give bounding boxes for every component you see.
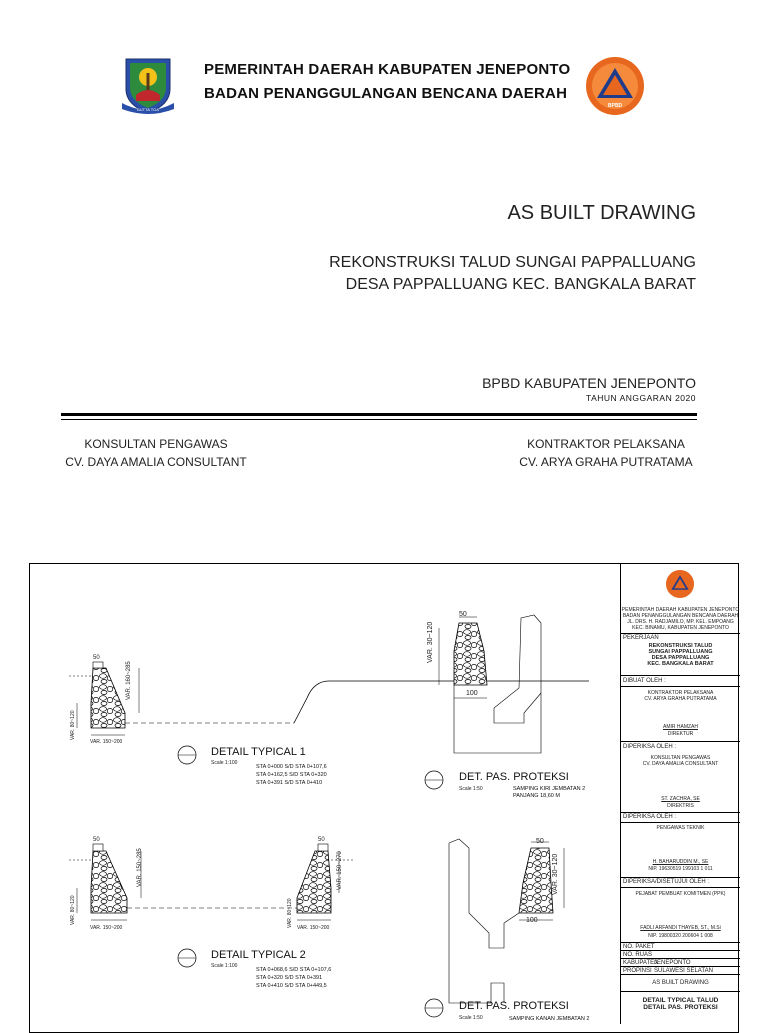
t1-dim-top: 50	[93, 655, 100, 661]
tb-pekerjaan-line: REKONSTRUKSI TALUD	[648, 643, 713, 649]
typical-1-section	[69, 662, 589, 735]
tb-row-key: KABUPATEN	[623, 960, 659, 966]
detail-1-scale: Scale 1:100	[211, 760, 238, 766]
detail-1-title: DETAIL TYPICAL 1	[211, 746, 306, 758]
detail-2-bubble	[178, 949, 196, 967]
t1-dim-base: VAR. 150~200	[90, 739, 123, 745]
tb-disetujui-label: DIPERIKSA/DISETUJUI OLEH :	[623, 879, 710, 885]
tb-diperiksa	[621, 755, 740, 767]
sta-item: STA 0+391 S/D STA 0+410	[256, 780, 323, 786]
tb-diperiksa2-label: DIPERIKSA OLEH :	[623, 814, 677, 820]
proteksi-1-scale: Scale 1:50	[459, 786, 483, 792]
tb-diperiksa-line: CV. DAYA AMALIA CONSULTANT	[642, 761, 719, 767]
tb-pekerjaan-label: PEKERJAAN	[623, 635, 659, 641]
document-title: AS BUILT DRAWING	[507, 202, 696, 224]
consultant-name: CV. DAYA AMALIA CONSULTANT	[65, 455, 247, 469]
p1-dim-top: 50	[459, 611, 467, 618]
tb-dibuat-title: DIREKTUR	[667, 731, 694, 737]
proteksi-1-note-1: SAMPING KIRI JEMBATAN 2	[513, 786, 586, 792]
tb-agency-line: KEC. BINAMU, KABUPATEN JENEPONTO	[632, 625, 729, 631]
bpbd-logo	[584, 55, 646, 117]
p1-dim-height: VAR. 30~120	[427, 621, 434, 663]
tb-diperiksa-label: DIPERIKSA OLEH :	[623, 744, 677, 750]
tb-disetujui-nip: NIP. 19800320 200604 1 008	[648, 933, 713, 939]
t2-dim-base-right: VAR. 150~200	[297, 925, 330, 931]
title-block	[620, 563, 739, 1024]
project-line-1: REKONSTRUKSI TALUD SUNGAI PAPPALLUANG	[329, 254, 696, 271]
proteksi-2-scale: Scale 1:50	[459, 1015, 483, 1021]
tb-pekerjaan-line: DESA PAPPALLUANG	[651, 655, 710, 661]
tb-diperiksa-line: KONSULTAN PENGAWAS	[650, 755, 711, 761]
t2-dim-height-left: VAR. 150~285	[137, 848, 143, 887]
detail-1-bubble	[178, 746, 196, 764]
tb-diperiksa2-name: H. BAHARUDDIN M., SE	[652, 859, 709, 865]
p2-dim-height: VAR. 30~120	[552, 853, 559, 895]
project-line-2: DESA PAPPALLUANG KEC. BANGKALA BARAT	[345, 276, 696, 293]
header-rule-thin	[61, 419, 697, 420]
proteksi-1-note-2: PANJANG 18,60 M	[513, 793, 560, 799]
proteksi-1-section	[439, 615, 541, 753]
typical-2-section	[69, 844, 354, 920]
tb-sheet-title-1: DETAIL TYPICAL TALUD	[642, 997, 719, 1004]
sta-item: STA 0+000 S/D STA 0+107,6	[256, 764, 327, 770]
tb-disetujui-name: FADLI ARFANDI THAYEB, ST., M.Si	[640, 925, 721, 931]
tb-doc-label: AS BUILT DRAWING	[652, 980, 709, 986]
tb-row-value: JENEPONTO	[654, 960, 691, 966]
detail-1-sta-list	[256, 763, 327, 787]
t1-dim-height: VAR. 160~285	[126, 661, 132, 700]
proteksi-2-bubble	[425, 999, 443, 1017]
detail-2-sta-list	[256, 966, 331, 990]
sta-item: STA 0+320 S/D STA 0+391	[256, 975, 323, 981]
t2-dim-top-left: 50	[93, 837, 100, 843]
proteksi-2-title: DET. PAS. PROTEKSI	[459, 1000, 569, 1012]
header-line-2: BADAN PENANGGULANGAN BENCANA DAERAH	[204, 85, 568, 102]
t1-dim-foot: VAR. 80~120	[70, 710, 76, 740]
contractor-name: CV. ARYA GRAHA PUTRATAMA	[519, 455, 693, 469]
t2-dim-base-left: VAR. 150~200	[90, 925, 123, 931]
tb-agency	[621, 607, 740, 631]
tb-dibuat	[621, 690, 740, 702]
p2-dim-top: 50	[536, 838, 544, 845]
proteksi-2-section	[449, 839, 564, 1003]
tb-diperiksa-name: ST. ZACHRA, SE	[661, 796, 700, 802]
tb-bpbd-logo	[665, 569, 695, 599]
tb-diperiksa-title: DIREKTRIS	[667, 803, 694, 809]
t2-dim-foot-left: VAR. 80~120	[70, 895, 76, 925]
bpbd-logo-text: BPBD	[608, 103, 623, 109]
sta-item: STA 0+410 S/D STA 0+449,5	[256, 983, 327, 989]
tb-row-key: NO. RUAS	[623, 952, 653, 958]
p1-dim-base: 100	[466, 690, 478, 697]
tb-row-key: NO. PAKET	[623, 944, 655, 950]
tb-diperiksa2-nip: NIP. 19630519 199103 1 011	[648, 866, 713, 872]
p2-dim-base: 100	[526, 917, 538, 924]
tb-disetujui: PEJABAT PEMBUAT KOMITMEN (PPK)	[635, 891, 726, 897]
sta-item: STA 0+162,5 S/D STA 0+320	[256, 772, 327, 778]
tb-dibuat-label: DIBUAT OLEH :	[623, 678, 666, 684]
tb-pekerjaan-line: SUNGAI PAPPALLUANG	[648, 649, 713, 655]
tb-pekerjaan-line: KEC. BANGKALA BARAT	[647, 661, 714, 667]
tb-agency-line: PEMERINTAH DAERAH KABUPATEN JENEPONTO	[621, 607, 740, 613]
consultant-role: KONSULTAN PENGAWAS	[84, 437, 228, 451]
detail-2-scale: Scale 1:100	[211, 963, 238, 969]
tb-diperiksa2: PENGAWAS TEKNIK	[656, 825, 705, 831]
t2-dim-height-right: VAR. 150~270	[337, 851, 343, 890]
proteksi-2-note-1: SAMPING KANAN JEMBATAN 2	[509, 1016, 590, 1022]
proteksi-1-title: DET. PAS. PROTEKSI	[459, 771, 569, 783]
budget-year: TAHUN ANGGARAN 2020	[586, 393, 696, 403]
agency-name: BPBD KABUPATEN JENEPONTO	[482, 375, 696, 391]
header-line-1: PEMERINTAH DAERAH KABUPATEN JENEPONTO	[204, 61, 571, 78]
tb-agency-line: JL. DRS. H. RADJAMILO, MP. KEL. EMPOANG	[627, 619, 734, 625]
detail-2-title: DETAIL TYPICAL 2	[211, 949, 306, 961]
tb-dibuat-line: CV. ARYA GRAHA PUTRATAMA	[644, 696, 717, 702]
header-rule-thick	[61, 413, 697, 416]
tb-row-key: PROPINSI	[623, 968, 652, 974]
tb-dibuat-name: AMIR HAMZAH	[663, 724, 698, 730]
tb-dibuat-line: KONTRAKTOR PELAKSANA	[647, 690, 714, 696]
proteksi-1-bubble	[425, 771, 443, 789]
tb-sheet-title-2: DETAIL PAS. PROTEKSI	[643, 1004, 718, 1011]
sta-item: STA 0+068,6 S/D STA 0+107,6	[256, 967, 332, 973]
svg-text:BUTTA TOA: BUTTA TOA	[137, 107, 159, 112]
t2-dim-foot-right: VAR. 80~120	[287, 898, 293, 928]
contractor-role: KONTRAKTOR PELAKSANA	[527, 437, 685, 451]
tb-agency-line: BADAN PENANGGULANGAN BENCANA DAERAH	[622, 613, 739, 619]
tb-pekerjaan	[621, 643, 740, 667]
tb-row-value: SULAWESI SELATAN	[654, 968, 713, 974]
t2-dim-top-right: 50	[318, 837, 325, 843]
regency-crest-logo	[120, 55, 176, 115]
